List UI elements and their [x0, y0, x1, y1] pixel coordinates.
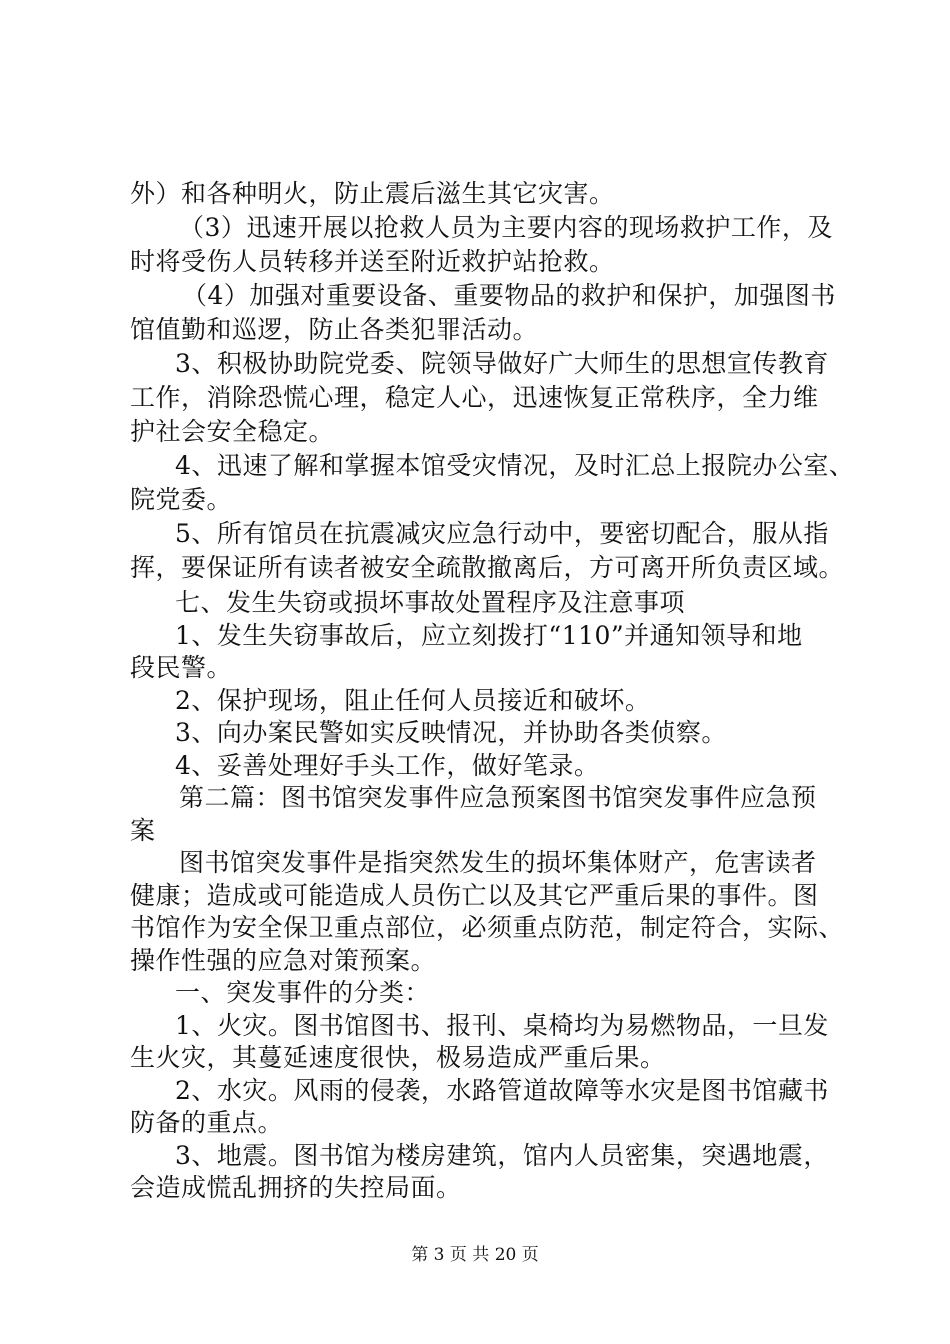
- text-line: 图书馆突发事件是指突然发生的损坏集体财产，危害读者: [179, 848, 817, 877]
- text-line: 生火灾，其蔓延速度很快，极易造成严重后果。: [130, 1043, 666, 1072]
- chapter-title: 第二篇：图书馆突发事件应急预案图书馆突发事件应急预: [179, 783, 817, 812]
- text-line: 段民警。: [130, 653, 233, 682]
- section-heading: 一、突发事件的分类：: [175, 978, 431, 1007]
- text-line: 护社会安全稳定。: [130, 417, 335, 446]
- text-line: 4、迅速了解和掌握本馆受灾情况，及时汇总上报院办公室、: [175, 451, 855, 480]
- text-line: 时将受伤人员转移并送至附近救护站抢救。: [130, 247, 615, 276]
- text-line: 2、保护现场，阻止任何人员接近和破坏。: [175, 685, 651, 715]
- text-line: 1、火灾。图书馆图书、报刊、桌椅均为易燃物品，一旦发: [175, 1010, 829, 1040]
- text-line: 2、水灾。风雨的侵袭，水路管道故障等水灾是图书馆藏书: [175, 1075, 829, 1105]
- text-line: 操作性强的应急对策预案。: [130, 945, 437, 975]
- text-line: （3）迅速开展以抢救人员为主要内容的现场救护工作，及: [179, 213, 833, 242]
- text-line: 3、向办案民警如实反映情况，并协助各类侦察。: [175, 718, 727, 747]
- text-line: 健康；造成或可能造成人员伤亡以及其它严重后果的事件。图: [130, 880, 819, 910]
- text-line: 工作，消除恐慌心理，稳定人心，迅速恢复正常秩序，全力维: [130, 383, 819, 412]
- text-line: 会造成慌乱拥挤的失控局面。: [130, 1173, 462, 1202]
- text-line: 馆值勤和巡逻，防止各类犯罪活动。: [130, 315, 539, 344]
- section-heading: 七、发生失窃或损坏事故处置程序及注意事项: [175, 588, 686, 617]
- text-line: 5、所有馆员在抗震减灾应急行动中，要密切配合，服从指: [175, 519, 829, 548]
- chapter-title: 案: [130, 815, 156, 845]
- text-line: 书馆作为安全保卫重点部位，必须重点防范，制定符合，实际、: [130, 913, 845, 942]
- text-line: 院党委。: [130, 485, 233, 514]
- text-line: 1、发生失窃事故后，应立刻拨打“110”并通知领导和地: [175, 620, 803, 650]
- text-line: （4）加强对重要设备、重要物品的救护和保护，加强图书: [182, 281, 836, 310]
- text-line: 3、地震。图书馆为楼房建筑，馆内人员密集，突遇地震，: [175, 1140, 829, 1170]
- text-line: 挥，要保证所有读者被安全疏散撤离后，方可离开所负责区域。: [130, 553, 845, 582]
- text-line: 4、妥善处理好手头工作，做好笔录。: [175, 750, 600, 780]
- text-line: 3、积极协助院党委、院领导做好广大师生的思想宣传教育: [175, 349, 829, 378]
- text-line: 外）和各种明火，防止震后滋生其它灾害。: [130, 179, 615, 208]
- page-number-footer: 第 3 页 共 20 页: [411, 1245, 539, 1265]
- text-line: 防备的重点。: [130, 1108, 284, 1137]
